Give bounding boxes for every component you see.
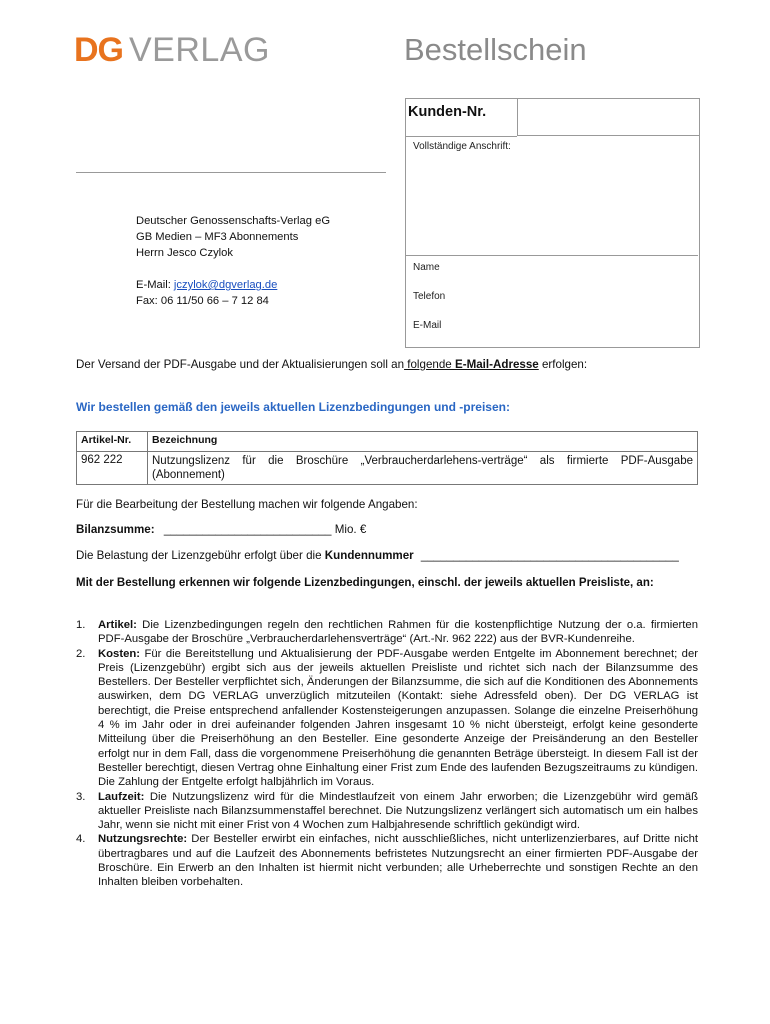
table-row (77, 452, 698, 485)
article-table (76, 431, 698, 485)
term-title: Laufzeit: (98, 790, 145, 803)
belastung-bold: Kundennummer (324, 549, 414, 562)
terms-list (76, 618, 698, 890)
list-item (76, 832, 698, 889)
bilanz-row (76, 522, 366, 537)
list-item (76, 618, 698, 647)
logo-dg: DG (74, 31, 123, 69)
bilanz-input[interactable]: __________________________ (163, 523, 332, 536)
term-number: 1. (76, 619, 86, 631)
logo-verlag: VERLAG (129, 31, 270, 69)
page-title: Bestellschein (404, 32, 587, 67)
email-label: E-Mail (413, 320, 442, 331)
shipping-note (76, 357, 587, 372)
recipient-address (136, 213, 330, 309)
term-title: Nutzungsrechte: (98, 833, 188, 846)
shipping-text-before: Der Versand der PDF-Ausgabe und der Aktualisierungen soll an (76, 358, 405, 371)
order-heading: Wir bestellen gemäß den jeweils aktuellen Lizenzbedingungen und -preisen: (76, 400, 510, 414)
kundennr-divider (405, 136, 517, 137)
phone-label: Telefon (413, 291, 446, 302)
name-label: Name (413, 262, 440, 273)
dg-verlag-logo (74, 30, 270, 70)
table-header-nr: Artikel-Nr. (77, 432, 148, 452)
list-item (76, 790, 698, 833)
shipping-text-underlined: folgende (404, 358, 455, 371)
list-item (76, 647, 698, 790)
table-cell-desc: Nutzungslizenz für die Broschüre „Verbraucherdarlehens-verträge“ als firmierte PDF-Ausgabe (Abonnement) (148, 452, 698, 485)
term-title: Kosten: (98, 647, 141, 660)
address-field[interactable] (406, 152, 697, 254)
name-field[interactable] (460, 258, 696, 280)
sender-separator (76, 172, 386, 173)
shipping-text-bold: E-Mail-Adresse (454, 358, 539, 371)
belastung-text: Die Belastung der Lizenzgebühr erfolgt über die (76, 549, 325, 562)
form-intro: Für die Bearbeitung der Bestellung machen wir folgende Angaben: (76, 498, 418, 511)
table-cell-nr: 962 222 (77, 452, 148, 485)
term-title: Artikel: (98, 619, 137, 631)
kundennr-field[interactable] (517, 99, 699, 136)
bilanz-unit: Mio. € (334, 523, 367, 536)
term-text: Der Besteller erwirbt ein einfaches, nicht ausschließliches, nicht unterlizenzierbares, auf Dritte nicht übertragbares und auf die Laufzeit des Abonnements befristetes Nutzungsrecht an einer firmierten PDF-Ausgabe der Broschüre. Ein Erwerb an den Inhalten ist hiermit nicht verbunden; alle Urheberrechte und sonstigen Rechte an den Inhalten bleiben vorbehalten. (98, 833, 698, 889)
address-label: Vollständige Anschrift: (413, 141, 511, 152)
term-number: 4. (76, 833, 86, 846)
term-text: Für die Bereitstellung und Aktualisierung der PDF-Ausgabe werden Entgelte im Abonnement berechnet; der Preis (Lizenzgebühr) ergibt sich aus der jeweils aktuellen Preisliste und richtet sich nach der Bilanzsumme des Bestellers. Der Besteller verpflichtet sich, Änderungen der Bilanzsumme, die sich auf die Konditionen des Abonnements auswirken, dem DG VERLAG unverzüglich mitzuteilen (Kontakt: siehe Adressfeld oben). Der DG VERLAG ist berechtigt, die Preise entsprechend anfallender Kostensteigerungen anzupassen. Solange die einzelne Preiserhöhung 4 % im Jahr oder in drei aufeinander folgenden Jahren insgesamt 10 % nicht übersteigt, erfolgt keine gesonderte Mitteilung über die Preiserhöhung an den Besteller. Eine gesonderte Anzeige der Preisänderung an den Besteller erfolgt nur in dem Fall, dass die vorgenommene Preiserhöhung die genannten Beträge übersteigt. In diesem Fall ist der Besteller berechtigt, diesen Vertrag ohne Einhaltung einer Frist zum Ende des laufenden Bezugszeitraums zu kündigen. Die Zahlung der Entgelte erfolgt halbjährlich im Voraus. (98, 647, 698, 789)
email-field[interactable] (460, 316, 696, 338)
belastung-row (76, 548, 679, 563)
shipping-underlined (404, 358, 539, 371)
kundennr-label: Kunden-Nr. (408, 104, 487, 120)
phone-field[interactable] (460, 287, 696, 309)
recipient-line1: Deutscher Genossenschafts-Verlag eG (136, 215, 331, 227)
recipient-line3: Herrn Jesco Czylok (136, 247, 233, 259)
kundennummer-input[interactable]: ________________________________________ (420, 549, 679, 562)
address-divider (405, 255, 698, 256)
recipient-line2: GB Medien – MF3 Abonnements (136, 231, 299, 243)
recipient-email-link[interactable]: jczylok@dgverlag.de (173, 279, 278, 291)
table-header-desc: Bezeichnung (148, 432, 698, 452)
recipient-email-prefix: E-Mail: (136, 279, 174, 291)
bilanz-label: Bilanzsumme: (76, 523, 155, 536)
shipping-text-after: erfolgen: (538, 358, 588, 371)
terms-heading: Mit der Bestellung erkennen wir folgende Lizenzbedingungen, einschl. der jeweils aktuellen Preisliste, an: (76, 577, 654, 589)
recipient-fax: Fax: 06 11/50 66 – 7 12 84 (136, 295, 269, 307)
term-text: Die Nutzungslizenz wird für die Mindestlaufzeit von einem Jahr erworben; die Lizenzgebühr wird gemäß aktueller Preisliste nach Bilanzsummenstaffel berechnet. Die Nutzungslizenz verlängert sich automatisch um ein halbes Jahr, wenn sie nicht mit einer Frist von 4 Wochen zum Halbjahresende schriftlich gekündigt wird. (98, 790, 698, 832)
term-text: Die Lizenzbedingungen regeln den rechtlichen Rahmen für die kostenpflichtige Nutzung der o.a. firmierten PDF-Ausgabe der Broschüre „Verbraucherdarlehensverträge“ (Art.-Nr. 962 222) aus der BVR-Kundenreihe. (98, 619, 698, 646)
term-number: 2. (76, 647, 86, 660)
term-number: 3. (76, 790, 86, 803)
table-header-row (77, 432, 698, 452)
